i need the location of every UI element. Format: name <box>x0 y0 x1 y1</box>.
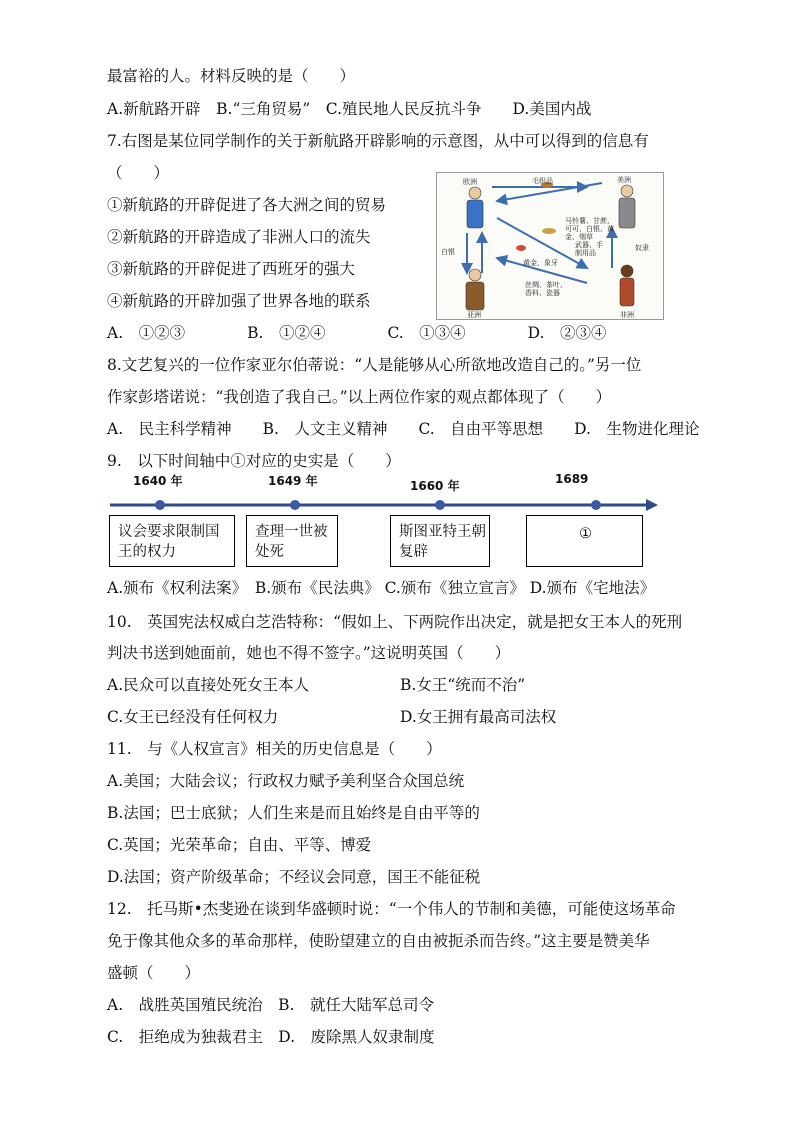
q10-option-a: A.民众可以直接处死女王本人 <box>107 676 310 694</box>
timeline-year-2: 1649 年 <box>268 474 318 488</box>
q10-option-b: B.女王“统而不治” <box>400 676 526 694</box>
q12-options-ab: A. 战胜英国殖民统治 B. 就任大陆军总司令 <box>107 996 434 1014</box>
q7-statement-1: ①新航路的开辟促进了各大洲之间的贸易 <box>107 196 387 214</box>
q8-stem-line-1: 8.文艺复兴的一位作家亚尔伯蒂说：“人是能够从心所欲地改造自己的。”另一位 <box>107 356 642 374</box>
q11-option-d: D.法国；资产阶级革命；不经议会同意，国王不能征税 <box>107 868 481 886</box>
timeline-year-1: 1640 年 <box>133 474 183 488</box>
timeline-event-2 <box>246 515 338 567</box>
q6-stem-end: 最富裕的人。材料反映的是（ ） <box>107 67 356 85</box>
q11-option-b: B.法国；巴士底狱；人们生来是而且始终是自由平等的 <box>107 804 480 822</box>
q12-stem-line-1: 12. 托马斯•杰斐逊在谈到华盛顿时说：“一个伟人的节制和美德，可能使这场革命 <box>107 900 676 918</box>
timeline-axis <box>110 495 660 515</box>
label-america-goods: 马铃薯、甘蔗、可可、白银、黄金、烟草 <box>565 217 614 241</box>
timeline-dot-1 <box>155 500 165 510</box>
label-weapons: 武器、手制用品 <box>575 241 603 257</box>
q10-stem-line-2: 判决书送到她面前，她也不得不签字。”这说明英国（ ） <box>107 644 511 662</box>
timeline-year-3: 1660 年 <box>410 479 460 493</box>
q8-options: A. 民主科学精神 B. 人文主义精神 C. 自由平等思想 D. 生物进化理论 <box>107 420 700 438</box>
q10-option-d: D.女王拥有最高司法权 <box>400 708 557 726</box>
label-america: 美洲 <box>617 176 631 184</box>
timeline-event-4-text: ① <box>579 526 592 542</box>
q7-stem: 7.右图是某位同学制作的关于新航路开辟影响的示意图，从中可以得到的信息有 <box>107 132 649 150</box>
timeline-dot-3 <box>435 500 445 510</box>
q12-stem-line-3: 盛顿（ ） <box>107 964 201 982</box>
q10-stem-line-1: 10. 英国宪法权威白芝浩特称：“假如上、下两院作出决定，就是把女王本人的死刑 <box>107 613 683 631</box>
timeline-dot-2 <box>290 500 300 510</box>
q7-options: A. ①②③ B. ①②④ C. ①③④ D. ②③④ <box>107 324 607 342</box>
timeline-dot-4 <box>591 500 601 510</box>
label-asia: 亚洲 <box>467 311 481 319</box>
timeline-event-1-text: 议会要求限制国王的权力 <box>118 524 220 560</box>
label-manufactured: 毛织品 <box>532 177 553 185</box>
timeline-year-4: 1689 <box>555 472 589 486</box>
q12-stem-line-2: 免于像其他众多的革命那样，使盼望建立的自由被扼杀而告终。”这主要是赞美华 <box>107 932 650 950</box>
label-gold-ivory: 黄金、象牙 <box>523 259 558 267</box>
timeline-event-3 <box>390 515 490 567</box>
q9-stem: 9. 以下时间轴中①对应的史实是（ ） <box>107 452 401 470</box>
q8-stem-line-2: 作家彭塔诺说：“我创造了我自己。”以上两位作家的观点都体现了（ ） <box>107 388 612 406</box>
timeline-event-1 <box>109 515 235 567</box>
trade-route-diagram <box>436 172 664 320</box>
trade-route-illustration <box>437 173 663 319</box>
q11-stem: 11. 与《人权宣言》相关的历史信息是（ ） <box>107 740 442 758</box>
q7-statement-2: ②新航路的开辟造成了非洲人口的流失 <box>107 228 371 246</box>
q11-option-c: C.英国；光荣革命；自由、平等、博爱 <box>107 836 372 854</box>
label-africa: 非洲 <box>620 311 634 319</box>
q7-statement-3: ③新航路的开辟促进了西班牙的强大 <box>107 260 356 278</box>
q7-statement-4: ④新航路的开辟加强了世界各地的联系 <box>107 292 371 310</box>
q12-options-cd: C. 拒绝成为独裁君主 D. 废除黑人奴隶制度 <box>107 1028 435 1046</box>
q11-option-a: A.美国；大陆会议；行政权力赋予美利坚合众国总统 <box>107 772 465 790</box>
q7-paren: （ ） <box>107 164 170 182</box>
label-silver: 白银 <box>441 248 455 256</box>
q10-option-c: C.女王已经没有任何权力 <box>107 708 279 726</box>
timeline-event-3-text: 斯图亚特王朝复辟 <box>399 524 486 560</box>
label-asia-goods: 丝绸、茶叶、香料、瓷器 <box>525 281 567 297</box>
timeline-event-4 <box>526 515 643 567</box>
label-slaves: 奴隶 <box>635 244 649 252</box>
label-europe: 欧洲 <box>463 178 477 186</box>
q9-options: A.颁布《权利法案》 B.颁布《民法典》 C.颁布《独立宣言》 D.颁布《宅地法》 <box>107 579 656 597</box>
timeline-event-2-text: 查理一世被处死 <box>255 524 328 560</box>
q6-options: A.新航路开辟 B.“三角贸易” C.殖民地人民反抗斗争 D.美国内战 <box>107 100 592 118</box>
